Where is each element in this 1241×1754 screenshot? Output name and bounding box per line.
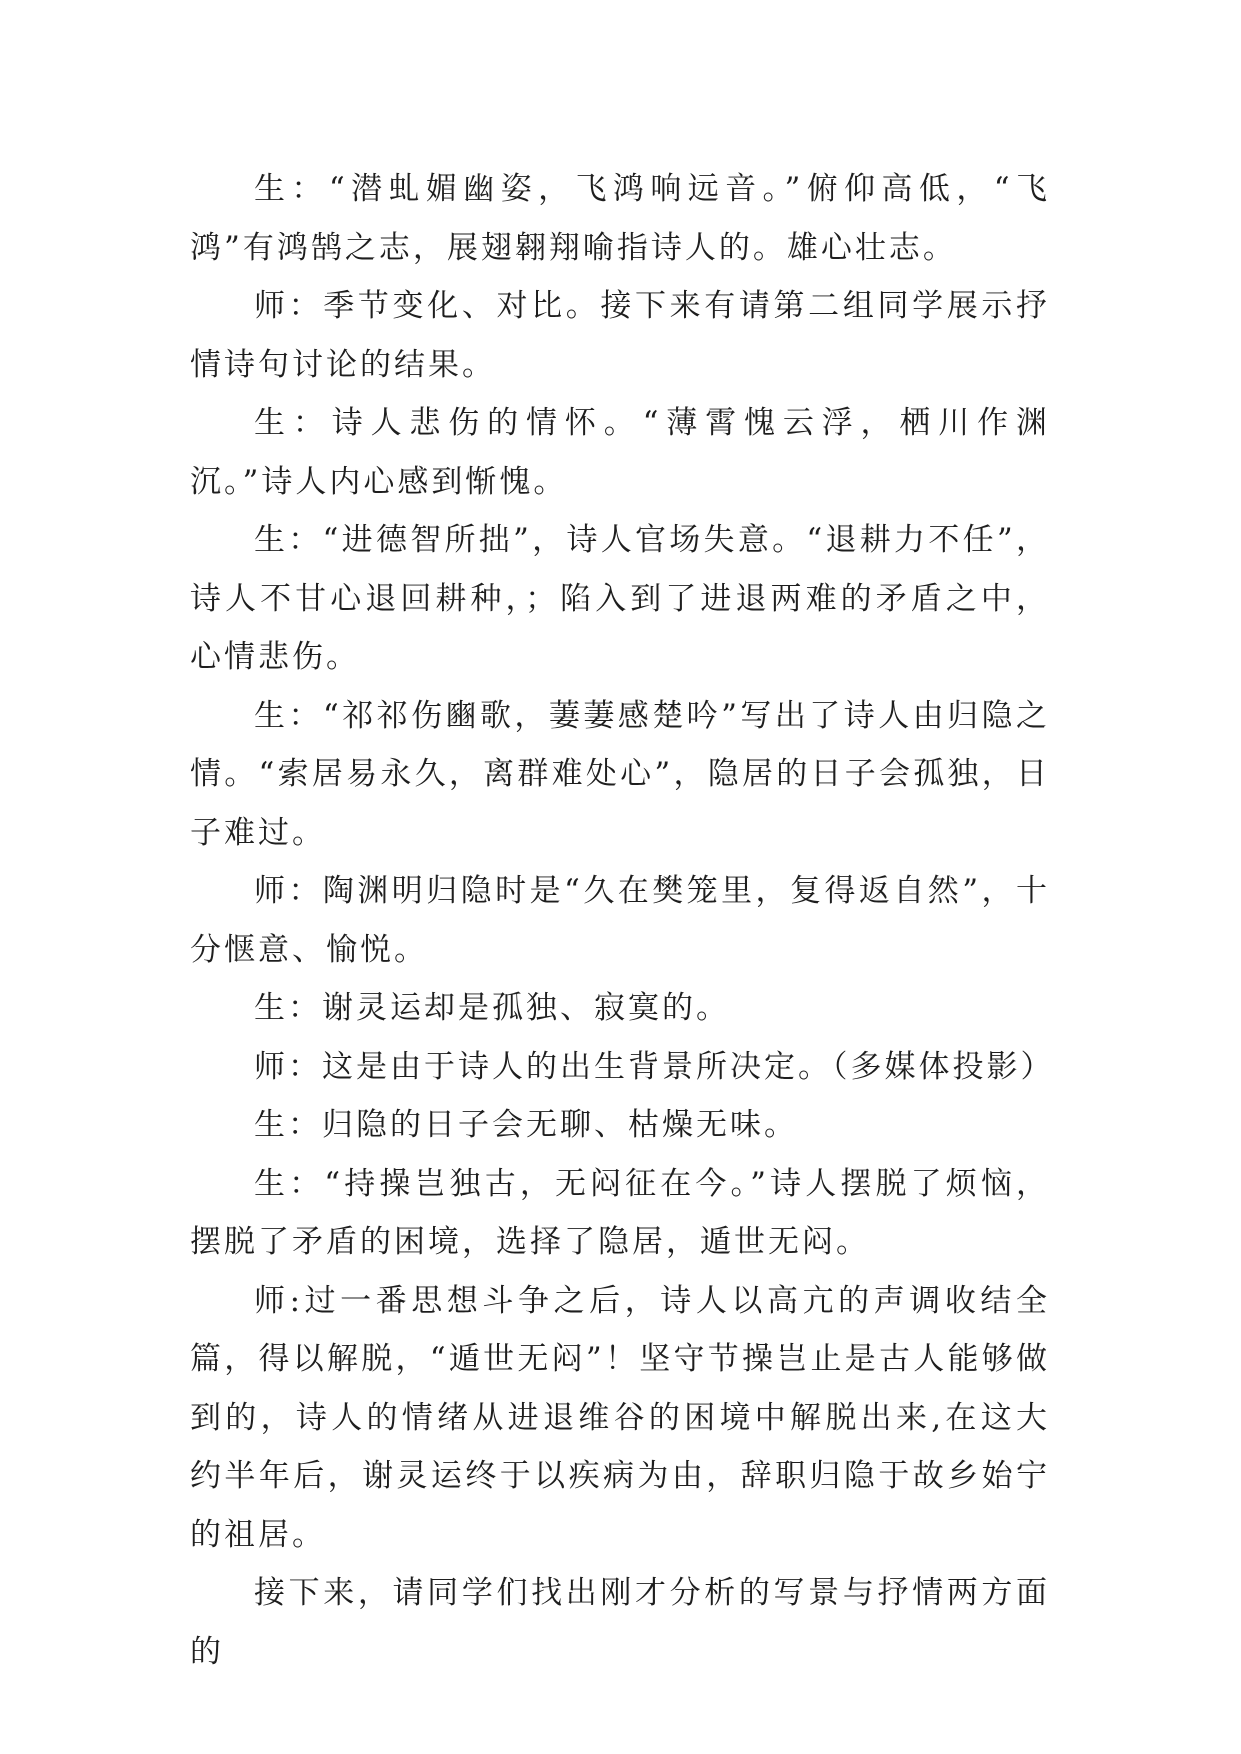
paragraph-6: 师：陶渊明归隐时是“久在樊笼里，复得返自然”，十分惬意、愉悦。 [190, 873, 1050, 968]
paragraph-11: 师:过一番思想斗争之后，诗人以高亢的声调收结全篇，得以解脱，“遁世无闷”！坚守节操岂止是古人能够做到的，诗人的情绪从进退维谷的困境中解脱出来,在这大约半年后，谢灵运终于以疾病为由，辞职归隐于故乡始宁的祖居。 [190, 1282, 1050, 1553]
paragraph-10: 生：“持操岂独古，无闷征在今。”诗人摆脱了烦恼，摆脱了矛盾的困境，选择了隐居，遁世无闷。 [190, 1165, 1050, 1260]
paragraph-4: 生：“进德智所拙”，诗人官场失意。“退耕力不任”，诗人不甘心退回耕种，；陷入到了进退两难的矛盾之中，心情悲伤。 [190, 522, 1050, 675]
paragraph-2: 师：季节变化、对比。接下来有请第二组同学展示抒情诗句讨论的结果。 [190, 288, 1050, 383]
paragraph-3: 生：诗人悲伤的情怀。“薄霄愧云浮，栖川作渊沉。”诗人内心感到惭愧。 [190, 405, 1050, 500]
paragraph-5: 生：“祁祁伤豳歌，萋萋感楚吟”写出了诗人由归隐之情。“索居易永久，离群难处心”，隐居的日子会孤独，日子难过。 [190, 697, 1050, 851]
paragraph-12: 接下来，请同学们找出刚才分析的写景与抒情两方面的 [190, 1575, 1050, 1670]
paragraph-1: 生：“潜虬媚幽姿，飞鸿响远音。”俯仰高低，“飞鸿”有鸿鹄之志，展翅翱翔喻指诗人的。雄心壮志。 [190, 171, 1050, 266]
paragraph-9: 生：归隐的日子会无聊、枯燥无味。 [254, 1107, 798, 1143]
document-body [190, 160, 1055, 1681]
paragraph-8: 师：这是由于诗人的出生背景所决定。（多媒体投影） [254, 1048, 1055, 1085]
paragraph-7: 生：谢灵运却是孤独、寂寞的。 [254, 990, 730, 1026]
